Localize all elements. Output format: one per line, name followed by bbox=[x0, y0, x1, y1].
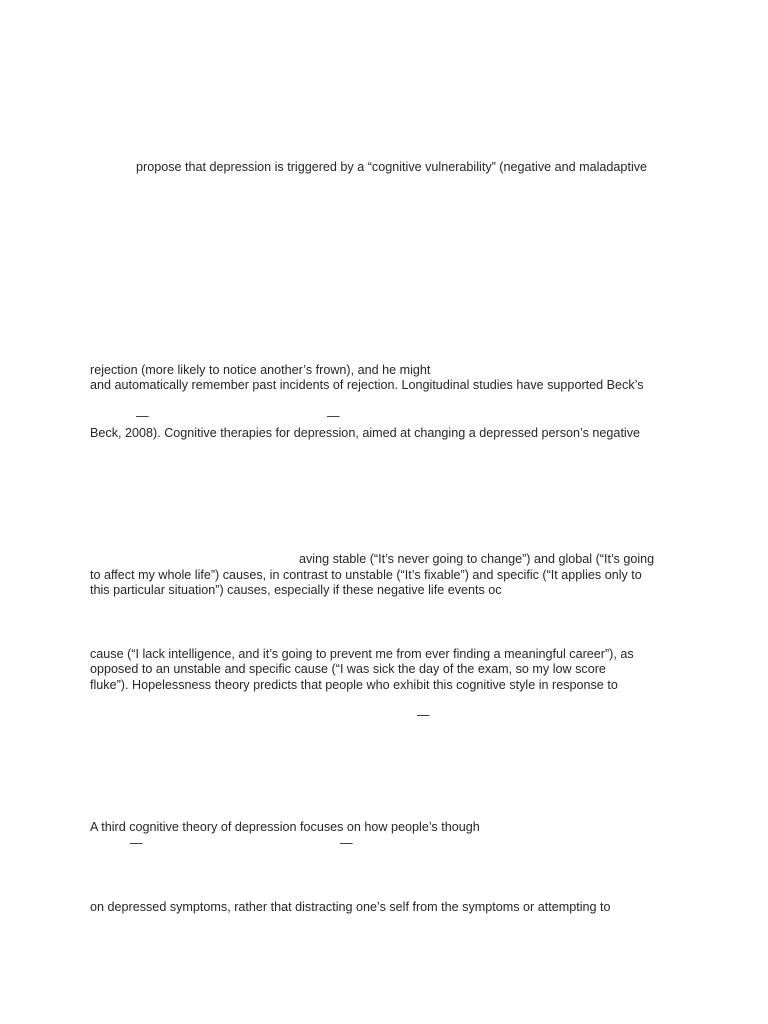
text-line: Beck, 2008). Cognitive therapies for depression, aimed at changing a depressed person’s negative bbox=[90, 426, 641, 440]
text-line: fluke”). Hopelessness theory predicts that people who exhibit this cognitive style in response to bbox=[90, 678, 618, 692]
em-dash: — bbox=[417, 708, 430, 722]
text-line: aving stable (“It’s never going to change”) and global (“It’s going bbox=[299, 552, 655, 566]
text-line: propose that depression is triggered by a “cognitive vulnerability” (negative and maladaptive bbox=[136, 160, 648, 174]
text-line: rejection (more likely to notice another’s frown), and he might bbox=[90, 363, 431, 377]
text-line: to affect my whole life”) causes, in contrast to unstable (“It’s fixable”) and specific (“It applies only to bbox=[90, 568, 642, 582]
em-dash: — bbox=[327, 409, 340, 423]
text-line: on depressed symptoms, rather that distracting one’s self from the symptoms or attempting to bbox=[90, 900, 611, 914]
em-dash: — bbox=[130, 836, 143, 850]
em-dash: — bbox=[136, 409, 149, 423]
em-dash: — bbox=[340, 836, 353, 850]
text-line: this particular situation”) causes, especially if these negative life events oc bbox=[90, 583, 502, 597]
text-line: cause (“I lack intelligence, and it’s going to prevent me from ever finding a meaningful career”), as bbox=[90, 647, 634, 661]
text-line: A third cognitive theory of depression focuses on how people’s though bbox=[90, 820, 480, 834]
text-line: and automatically remember past incidents of rejection. Longitudinal studies have supported Beck’s bbox=[90, 378, 644, 392]
text-line: opposed to an unstable and specific cause (“I was sick the day of the exam, so my low score bbox=[90, 662, 606, 676]
